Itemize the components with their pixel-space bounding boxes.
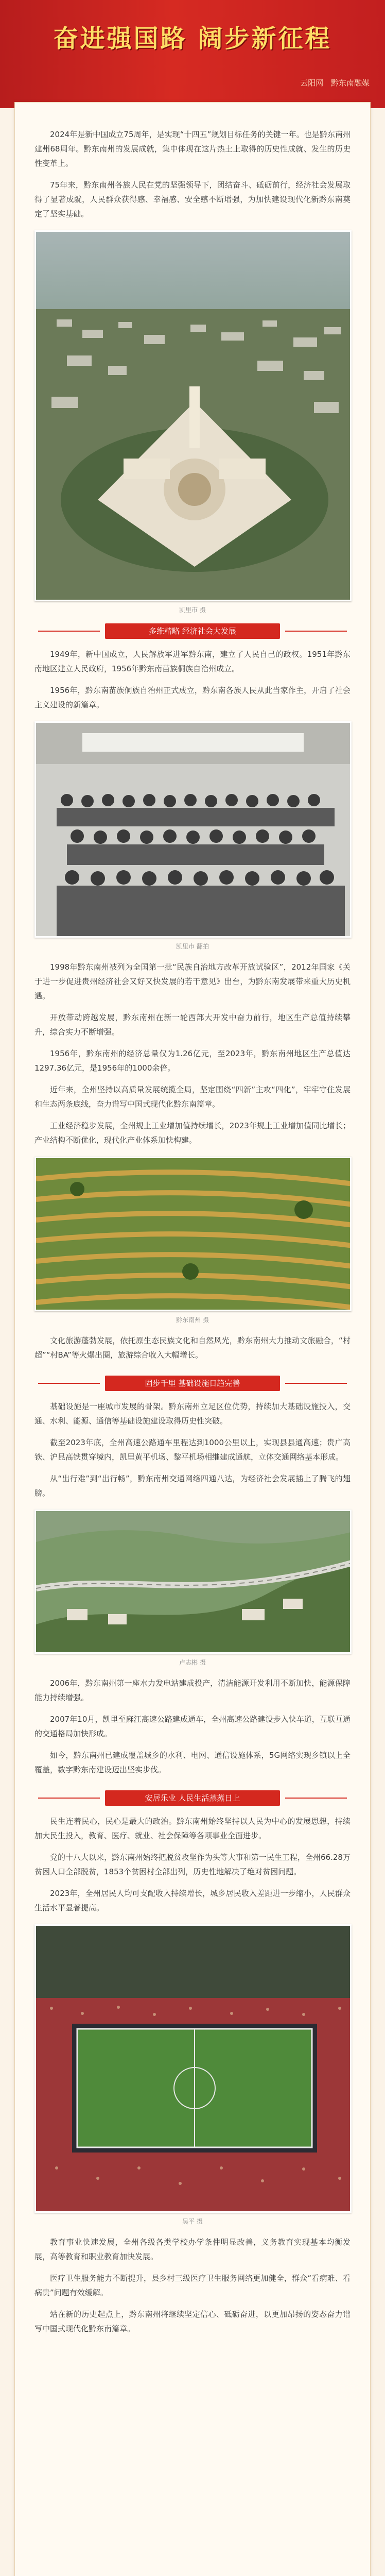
highway-valley-illustration <box>36 1511 352 1654</box>
s2-paragraph-3: 从“出行难”到“出行畅”，黔东南州交通网络四通八达，为经济社会发展插上了腾飞的翅膀。 <box>34 1474 351 1498</box>
s2-paragraph-4: 2006年，黔东南州第一座水力发电站建成投产，清洁能源开发利用不断加快，能源保障能力持续增强。 <box>34 1679 351 1702</box>
photo3-caption: 黔东南州 摄 <box>176 1316 209 1324</box>
intro-paragraph-2: 75年来，黔东南州各族人民在党的坚强领导下，团结奋斗、砥砺前行，经济社会发展取得了显著成就，人民群众获得感、幸福感、安全感不断增强，为加快建设现代化新黔东南奠定了坚实基础。 <box>34 180 351 218</box>
section3-heading: 安居乐业 人民生活蒸蒸日上 <box>105 1790 280 1806</box>
s3-paragraph-4: 教育事业快速发展，全州各级各类学校办学条件明显改善，义务教育实现基本均衡发展，高等教育和职业教育加快发展。 <box>34 2238 351 2261</box>
terraced-fields-photo <box>34 1157 352 1311</box>
s2-paragraph-1: 基础设施是一座城市发展的骨架。黔东南州立足区位优势，持续加大基础设施投入，交通、水利、能源、通信等基础设施建设取得历史性突破。 <box>34 1402 351 1426</box>
s3-paragraph-3: 2023年，全州居民人均可支配收入持续增长，城乡居民收入差距进一步缩小，人民群众生活水平显著提高。 <box>34 1889 351 1912</box>
photo5-caption: 吴平 摄 <box>182 2218 203 2225</box>
s1-paragraph-7: 工业经济稳步发展，全州规上工业增加值持续增长，2023年规上工业增加值同比增长；产业结构不断优化，现代化产业体系加快构建。 <box>34 1121 351 1145</box>
s3-paragraph-5: 医疗卫生服务能力不断提升，县乡村三级医疗卫生服务网络更加健全，群众“看病难、看病贵”问题有效缓解。 <box>34 2274 351 2297</box>
intro-paragraph-1: 2024年是新中国成立75周年，是实现“十四五”规划目标任务的关键一年。也是黔东南州建州68周年。黔东南州的发展成就，集中体现在这片热土上取得的历史性成就、发生的历史性变革上。 <box>34 130 351 168</box>
source-bar <box>0 77 385 93</box>
photo1-caption: 凯里市 摄 <box>179 606 206 614</box>
s3-paragraph-6: 站在新的历史起点上，黔东南州将继续坚定信心、砥砺奋进，以更加昂扬的姿态奋力谱写中国式现代化黔东南篇章。 <box>34 2310 351 2333</box>
stadium-crowd-illustration <box>36 1926 352 2213</box>
source-label[interactable]: 云阳网 <box>300 78 324 88</box>
photo2-caption: 凯里市 翻拍 <box>176 943 209 950</box>
s3-paragraph-1: 民生连着民心，民心是最大的政治。黔东南州始终坚持以人民为中心的发展思想，持续加大民生投入，教育、医疗、就业、社会保障等各项事业全面进步。 <box>34 1817 351 1840</box>
page-title: 奋进强国路 阔步新征程 <box>53 24 332 53</box>
header-banner <box>0 0 385 108</box>
s1-paragraph-8: 文化旅游蓬勃发展，依托原生态民族文化和自然风光，黔东南州大力推动文旅融合，“村超”“村BA”等火爆出圈，旅游综合收入大幅增长。 <box>34 1336 351 1360</box>
s1-paragraph-6: 近年来，全州坚持以高质量发展统揽全局，坚定围绕“四新”主攻“四化”，牢牢守住发展和生态两条底线，奋力谱写中国式现代化黔东南篇章。 <box>34 1085 351 1109</box>
s2-paragraph-2: 截至2023年底，全州高速公路通车里程达到1000公里以上，实现县县通高速；贵广高铁、沪昆高铁贯穿境内，凯里黄平机场、黎平机场相继建成通航，立体交通网络基本形成。 <box>34 1438 351 1462</box>
s2-paragraph-5: 2007年10月，凯里至麻江高速公路建成通车，全州高速公路建设步入快车道，互联互通的交通格局加快形成。 <box>34 1715 351 1738</box>
city-aerial-photo <box>34 230 352 601</box>
s2-paragraph-6: 如今，黔东南州已建成覆盖城乡的水利、电网、通信设施体系，5G网络实现乡镇以上全覆盖，数字黔东南建设迈出坚实步伐。 <box>34 1751 351 1774</box>
stadium-crowd-photo <box>34 1924 352 2213</box>
s1-paragraph-2: 1956年，黔东南苗族侗族自治州正式成立，黔东南各族人民从此当家作主，开启了社会主义建设的新篇章。 <box>34 686 351 709</box>
s1-paragraph-5: 1956年，黔东南州的经济总量仅为1.26亿元，至2023年，黔东南州地区生产总值达1297.36亿元，是1956年的1000余倍。 <box>34 1049 351 1073</box>
s1-paragraph-4: 开放带动跨越发展，黔东南州在新一轮西部大开发中奋力前行，地区生产总值持续攀升，综合实力不断增强。 <box>34 1013 351 1037</box>
s1-paragraph-3: 1998年黔东南州被列为全国第一批“民族自治地方改革开放试验区”，2012年国家《关于进一步促进贵州经济社会又好又快发展的若干意见》出台，为黔东南发展带来重大历史机遇。 <box>34 962 351 1001</box>
section2-heading: 固步千里 基础设施日趋完善 <box>105 1376 280 1391</box>
photo4-caption: 卢志彬 摄 <box>179 1659 206 1666</box>
source-sub[interactable]: 黔东南融媒 <box>330 78 370 88</box>
s1-paragraph-1: 1949年，新中国成立，人民解放军进军黔东南，建立了人民自己的政权。1951年黔东南地区建立人民政府，1956年黔东南苗族侗族自治州成立。 <box>34 650 351 673</box>
historic-group-photo <box>34 721 352 938</box>
city-aerial-illustration <box>36 232 352 601</box>
s3-paragraph-2: 党的十八大以来，黔东南州始终把脱贫攻坚作为头等大事和第一民生工程，全州66.28万贫困人口全部脱贫，1853个贫困村全部出列，历史性地解决了绝对贫困问题。 <box>34 1853 351 1876</box>
article-card <box>14 102 371 2576</box>
historic-group-illustration <box>36 723 352 938</box>
section1-heading: 多维精略 经济社会大发展 <box>105 623 280 639</box>
terraced-fields-illustration <box>36 1158 352 1311</box>
highway-valley-photo <box>34 1510 352 1654</box>
